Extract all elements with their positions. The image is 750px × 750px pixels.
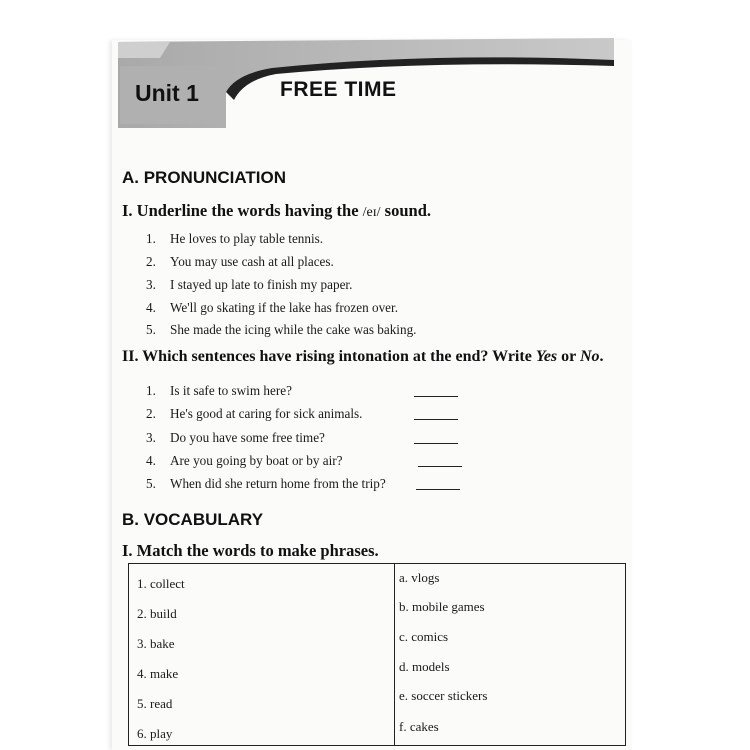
item-number: 4. (146, 300, 156, 315)
match-left-item[interactable]: 6. play (137, 726, 173, 741)
match-left-item[interactable]: 1. collect (137, 576, 185, 591)
section-a-heading: A. PRONUNCIATION (122, 168, 287, 187)
list-item (146, 453, 343, 469)
list-item (146, 300, 398, 316)
list-item (146, 231, 323, 247)
table-divider (394, 564, 395, 745)
list-item (146, 277, 352, 293)
task-a2-end: . (599, 348, 604, 365)
item-text: I stayed up late to finish my paper. (170, 277, 353, 292)
match-right-item[interactable]: c. comics (399, 629, 449, 644)
no-word: No (579, 348, 600, 365)
task-a1-suffix: sound. (380, 201, 431, 220)
match-left-item[interactable]: 2. build (137, 606, 177, 621)
match-right-item[interactable]: e. soccer stickers (399, 688, 488, 703)
list-item (146, 254, 334, 270)
item-text: He's good at caring for sick animals. (170, 406, 363, 421)
unit-title: FREE TIME (280, 78, 397, 101)
item-text: You may use cash at all places. (170, 254, 334, 269)
or-word: or (557, 348, 580, 365)
match-left-item[interactable]: 5. read (137, 696, 173, 711)
task-a2-title (122, 348, 604, 366)
item-number: 1. (146, 231, 156, 246)
item-number: 1. (146, 383, 156, 398)
phoneme-symbol: /eɪ/ (362, 205, 381, 220)
answer-blank[interactable] (418, 466, 462, 467)
list-item (146, 406, 362, 422)
match-right-item[interactable]: f. cakes (399, 719, 439, 734)
item-text: We'll go skating if the lake has frozen over. (170, 300, 398, 315)
matching-table (128, 563, 626, 746)
unit-banner (0, 0, 750, 140)
item-number: 3. (146, 277, 156, 292)
list-item (146, 476, 386, 492)
match-right-item[interactable]: d. models (399, 659, 450, 674)
task-a1-prefix: I. Underline the words having the (122, 201, 363, 220)
match-right-item[interactable]: b. mobile games (399, 599, 485, 614)
item-text: Is it safe to swim here? (170, 383, 292, 398)
unit-label: Unit 1 (135, 80, 199, 106)
item-text: Do you have some free time? (170, 430, 325, 445)
match-right-item[interactable]: a. vlogs (399, 570, 440, 585)
list-item (146, 383, 292, 399)
item-number: 5. (146, 476, 156, 491)
item-number: 2. (146, 254, 156, 269)
item-text: She made the icing while the cake was baking. (170, 322, 417, 337)
answer-blank[interactable] (414, 396, 458, 397)
item-text: He loves to play table tennis. (170, 231, 324, 246)
task-a1-title (122, 201, 431, 221)
item-text: When did she return home from the trip? (170, 476, 386, 491)
item-number: 5. (146, 322, 156, 337)
match-left-item[interactable]: 3. bake (137, 636, 175, 651)
answer-blank[interactable] (414, 443, 458, 444)
section-b-heading: B. VOCABULARY (122, 510, 264, 529)
item-number: 2. (146, 406, 156, 421)
list-item (146, 322, 416, 338)
answer-blank[interactable] (416, 489, 460, 490)
answer-blank[interactable] (414, 419, 458, 420)
item-number: 3. (146, 430, 156, 445)
item-number: 4. (146, 453, 156, 468)
list-item (146, 430, 325, 446)
item-text: Are you going by boat or by air? (170, 453, 343, 468)
yes-word: Yes (535, 348, 558, 365)
task-a2-prefix: II. Which sentences have rising intonation at the end? Write (122, 348, 536, 365)
task-b1-title: I. Match the words to make phrases. (122, 541, 379, 560)
match-left-item[interactable]: 4. make (137, 666, 179, 681)
